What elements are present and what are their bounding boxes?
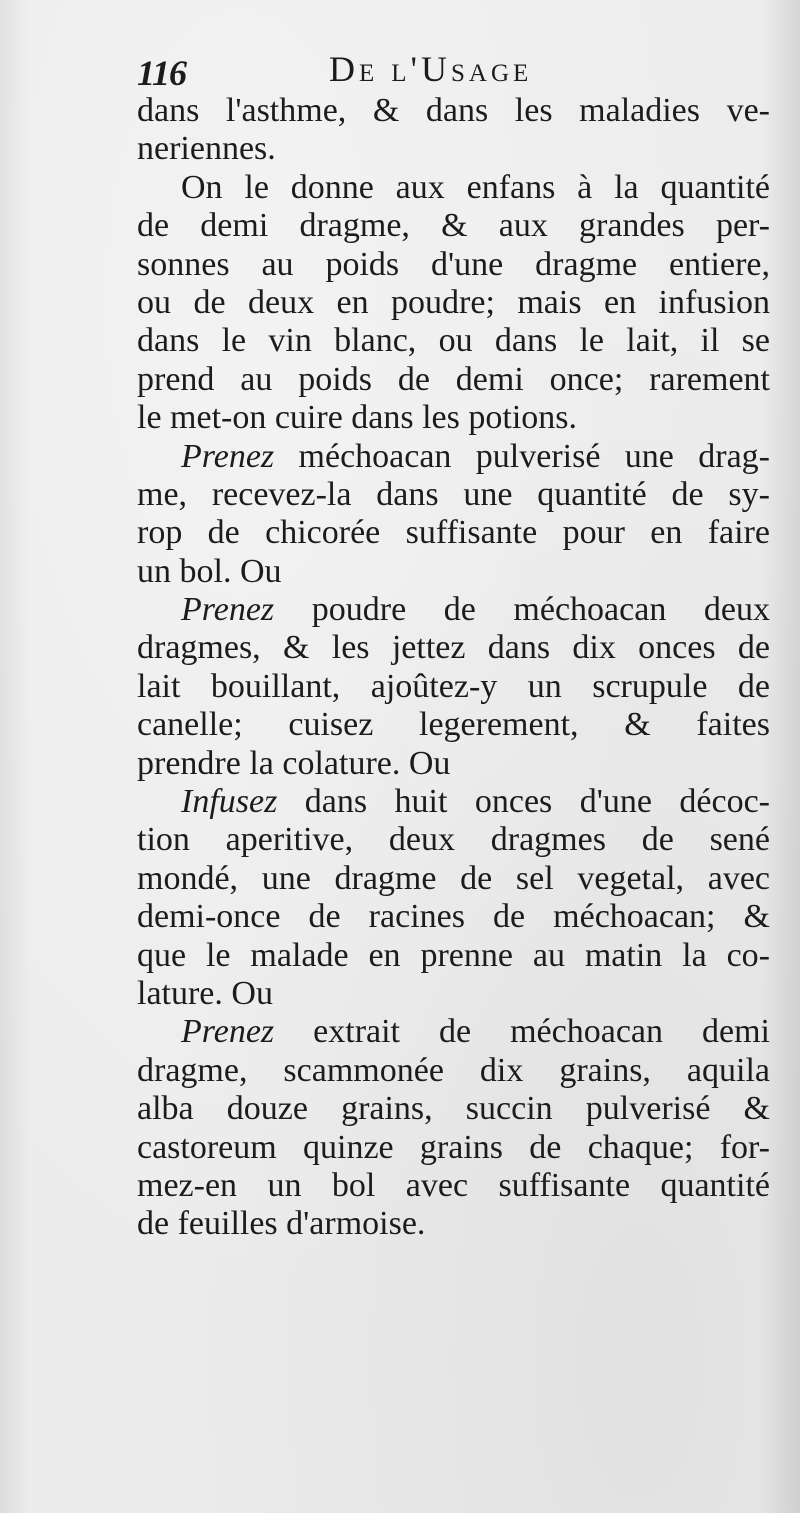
text-line: lait bouillant, ajoûtez-y un scrupule de xyxy=(137,667,770,705)
text-line: le met-on cuire dans les potions. xyxy=(137,399,578,437)
running-head-title: De l'Usage xyxy=(329,49,533,89)
recipe-line xyxy=(137,591,770,629)
text-line: sonnes au poids d'une dragme entiere, xyxy=(137,245,770,283)
text-line: ou de deux en poudre; mais en infusion xyxy=(137,283,770,321)
text-line: me, recevez-la dans une quantité de sy- xyxy=(137,475,770,513)
text-line: dragme, scammonée dix grains, aquila xyxy=(137,1051,770,1089)
recipe-text: poudre de méchoacan deux xyxy=(274,591,770,629)
recipe-verb: Prenez xyxy=(181,1013,275,1051)
recipe-verb: Prenez xyxy=(181,591,275,629)
text-line: dans le vin blanc, ou dans le lait, il se xyxy=(137,322,770,360)
recipe-line xyxy=(137,438,770,476)
body-text xyxy=(137,92,770,1244)
recipe-verb: Prenez xyxy=(181,437,275,475)
text-line: un bol. Ou xyxy=(137,552,282,590)
text-line: lature. Ou xyxy=(137,974,273,1012)
text-line: de demi dragme, & aux grandes per- xyxy=(137,207,770,245)
text-line: castoreum quinze grains de chaque; for- xyxy=(137,1128,770,1166)
text-line: prendre la colature. Ou xyxy=(137,744,451,782)
text-line: tion aperitive, deux dragmes de sené xyxy=(137,821,770,859)
text-line: prend au poids de demi once; rarement xyxy=(137,360,770,398)
text-line: mondé, une dragme de sel vegetal, avec xyxy=(137,859,770,897)
recipe-verb: Infusez xyxy=(181,783,278,821)
recipe-text: méchoacan pulverisé une drag- xyxy=(274,437,770,475)
recipe-line xyxy=(137,1013,770,1051)
running-head xyxy=(137,44,657,94)
text-line: demi-once de racines de méchoacan; & xyxy=(137,898,770,936)
text-line: que le malade en prenne au matin la co- xyxy=(137,936,770,974)
recipe-text: extrait de méchoacan demi xyxy=(274,1013,770,1051)
recipe-line xyxy=(137,783,770,821)
text-line: On le donne aux enfans à la quantité xyxy=(181,168,770,206)
text-line: dragmes, & les jettez dans dix onces de xyxy=(137,629,770,667)
text-line: neriennes. xyxy=(137,130,276,168)
text-line: rop de chicorée suffisante pour en faire xyxy=(137,514,770,552)
text-line: canelle; cuisez legerement, & faites xyxy=(137,706,770,744)
text-line: dans l'asthme, & dans les maladies ve- xyxy=(137,92,770,129)
text-line: mez-en un bol avec suffisante quantité xyxy=(137,1166,770,1204)
text-line: de feuilles d'armoise. xyxy=(137,1205,426,1243)
page-number: 116 xyxy=(137,53,187,93)
recipe-text: dans huit onces d'une décoc- xyxy=(277,783,770,821)
text-line: alba douze grains, succin pulverisé & xyxy=(137,1090,770,1128)
